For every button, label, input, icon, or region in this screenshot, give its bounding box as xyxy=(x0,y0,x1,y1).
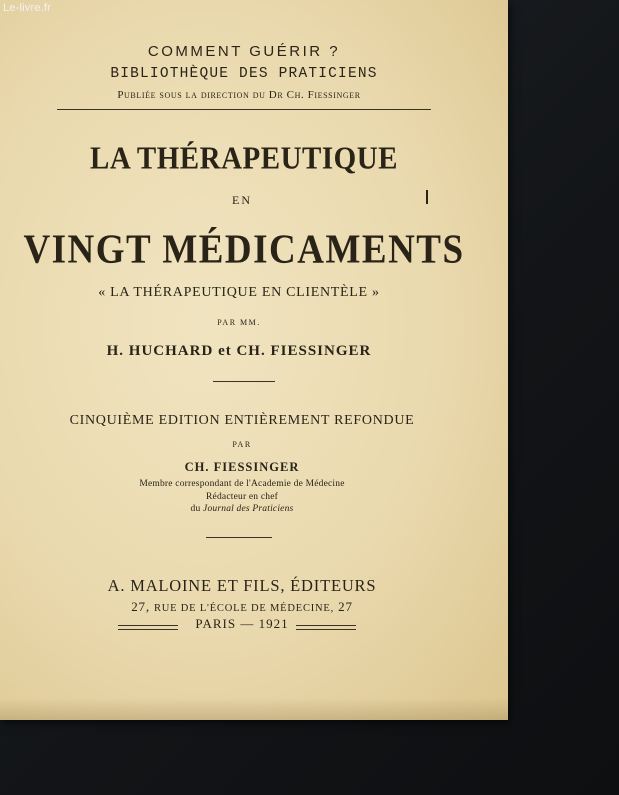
ornament-rule-right xyxy=(296,625,356,630)
middle-rule xyxy=(213,381,275,382)
address-street: RUE DE L'ÉCOLE DE MÉDECINE, xyxy=(153,603,335,614)
lower-rule xyxy=(206,537,272,538)
authors xyxy=(0,343,493,360)
by-label-2: PAR xyxy=(232,440,252,449)
by-label: PAR MM. xyxy=(217,318,261,327)
reviser-name: CH. FIESSINGER xyxy=(184,460,300,474)
author-2: CH. FIESSINGER xyxy=(236,343,372,359)
publisher-address xyxy=(0,599,496,615)
publisher: A. MALOINE ET FILS, ÉDITEURS xyxy=(107,576,377,595)
title-line-2: VINGT MÉDICAMENTS xyxy=(23,226,465,273)
journal-name: Journal des Praticiens xyxy=(203,504,294,514)
address-number-2: 27 xyxy=(338,599,353,614)
author-1: H. HUCHARD xyxy=(106,343,214,359)
editorial-direction: Publiée sous la direction du Dr Ch. Fiessinger xyxy=(117,89,361,101)
watermark: Le-livre.fr xyxy=(3,2,52,14)
series-name: BIBLIOTHÈQUE DES PRATICIENS xyxy=(110,66,378,82)
subtitle: « LA THÉRAPEUTIQUE EN CLIENTÈLE » xyxy=(98,285,380,300)
series-title: COMMENT GUÉRIR ? xyxy=(147,43,341,60)
address-number: 27, xyxy=(131,599,150,614)
author-joiner: et xyxy=(218,343,232,359)
reviser-credit-2: Rédacteur en chef xyxy=(206,492,278,502)
top-rule xyxy=(57,109,431,110)
reviser-credit-3 xyxy=(0,504,496,514)
title-connector: EN xyxy=(232,193,252,207)
city-year: PARIS — 1921 xyxy=(195,616,289,631)
reviser-credit-1: Membre correspondant de l'Academie de Médecine xyxy=(139,479,345,489)
title-line-1: LA THÉRAPEUTIQUE xyxy=(89,141,398,177)
ink-mark xyxy=(426,190,428,204)
credit-prefix: du xyxy=(190,504,201,514)
edition-statement: CINQUIÈME EDITION ENTIÈREMENT REFONDUE xyxy=(69,413,415,428)
